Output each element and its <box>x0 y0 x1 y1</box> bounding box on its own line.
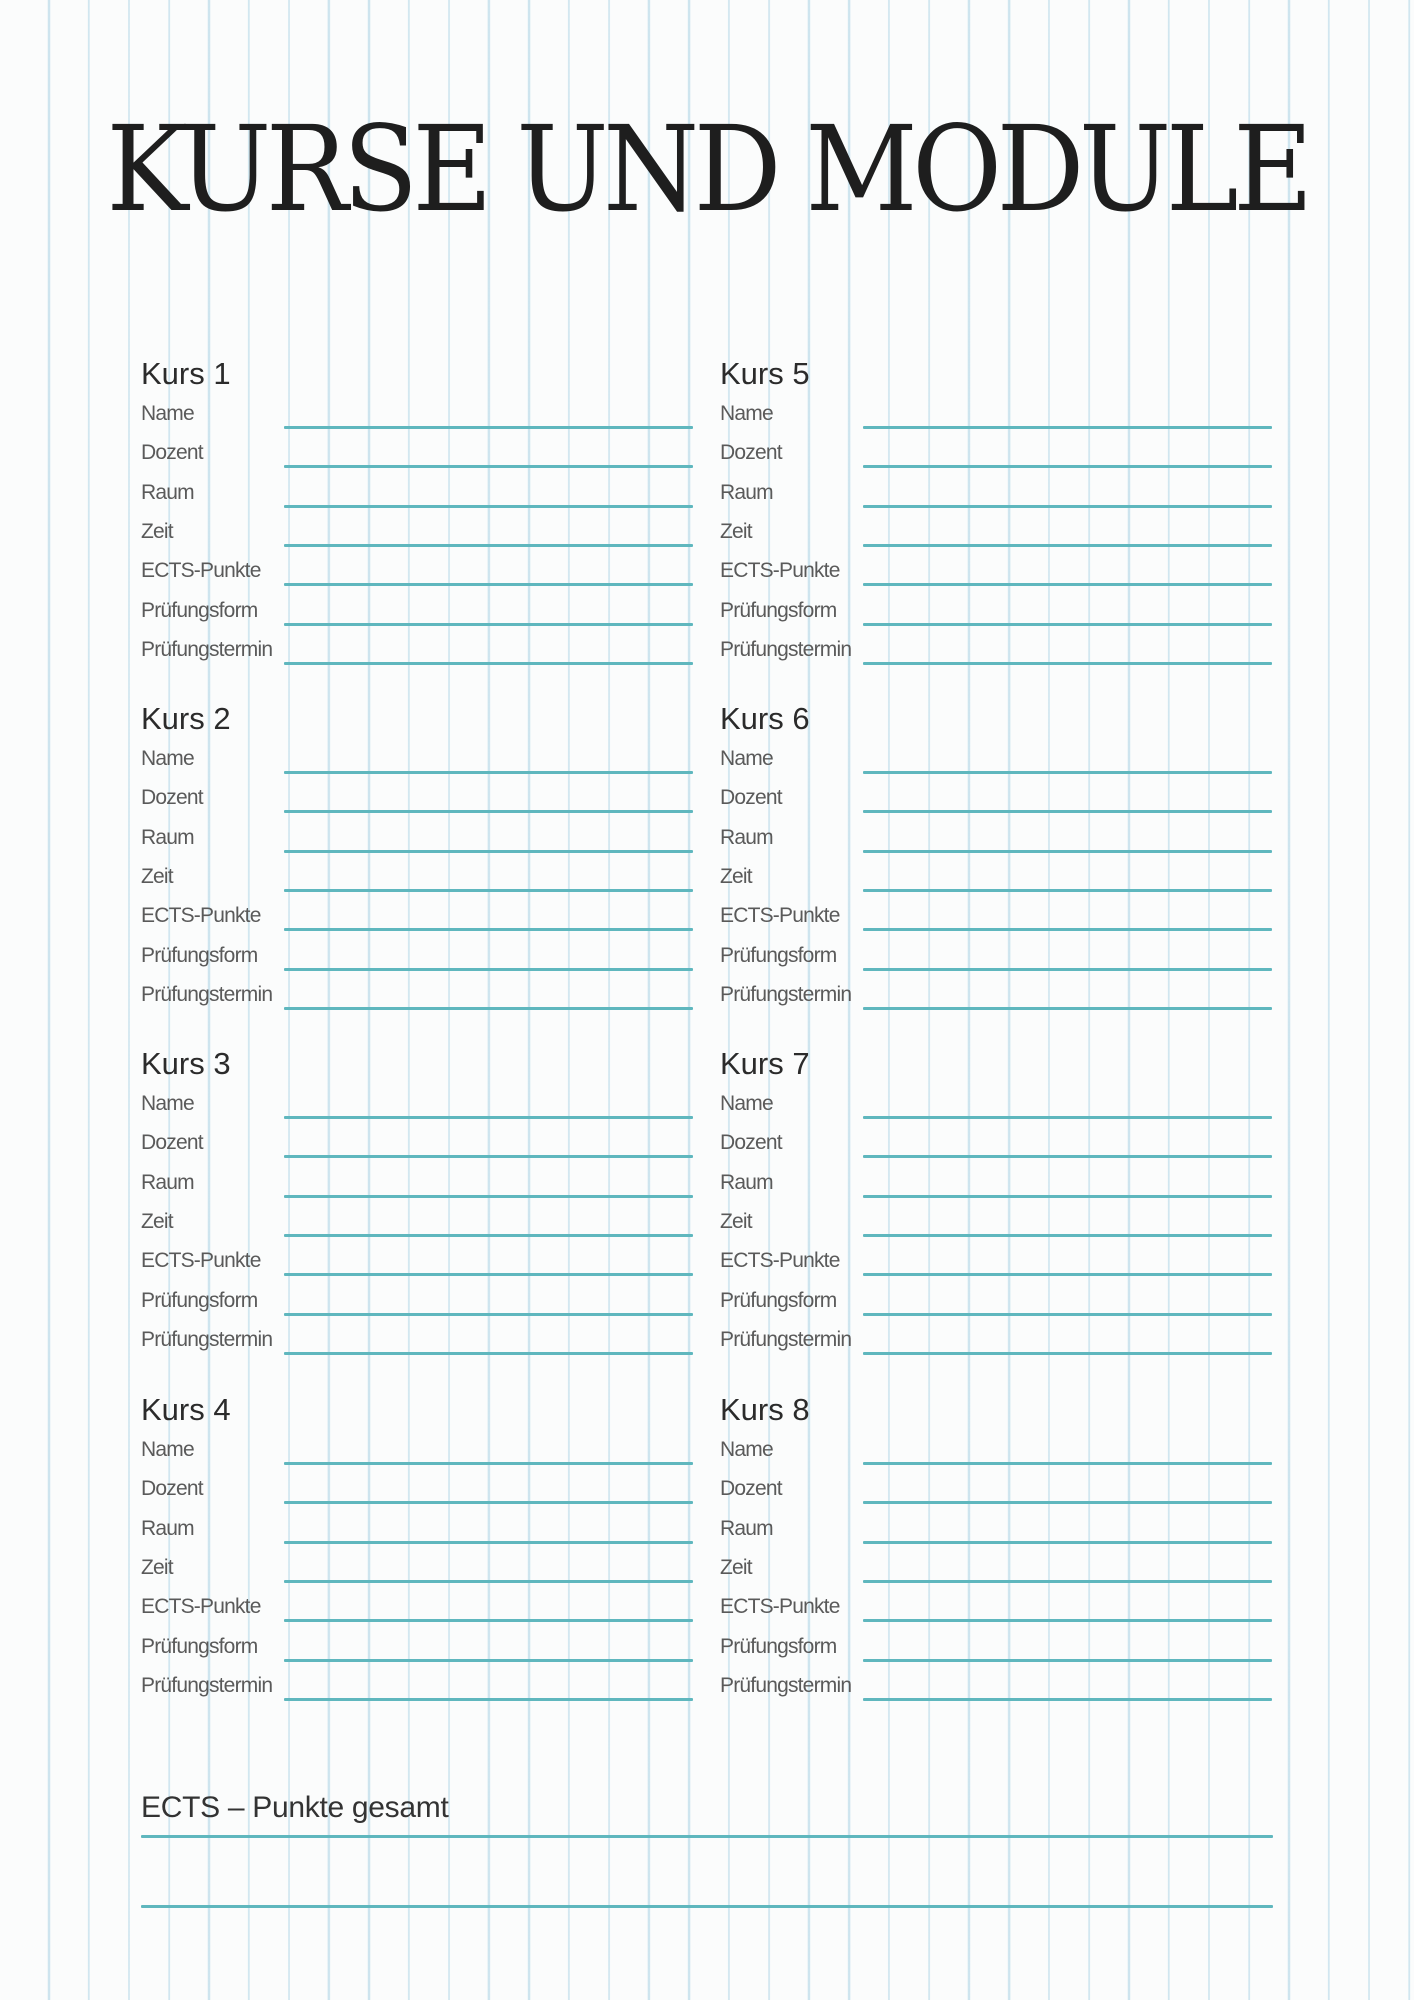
course-field-row <box>720 631 1272 670</box>
course-field-row <box>141 1431 693 1470</box>
course-heading: Kurs 3 <box>141 1046 231 1081</box>
course-field-row <box>141 552 693 591</box>
course-field-row <box>720 1321 1272 1360</box>
course-block-7 <box>720 1046 1272 1366</box>
ects-total-extra-line[interactable] <box>141 1905 1273 1908</box>
field-label: Dozent <box>141 1131 203 1155</box>
field-write-line[interactable] <box>284 583 693 586</box>
course-field-row <box>141 897 693 936</box>
ects-total-line[interactable] <box>141 1835 1273 1838</box>
field-label: ECTS-Punkte <box>720 904 840 928</box>
field-label: Raum <box>141 480 194 504</box>
field-label: Zeit <box>720 519 752 543</box>
field-label: Dozent <box>141 1477 203 1501</box>
field-label: Zeit <box>141 1209 173 1233</box>
field-write-line[interactable] <box>863 1155 1272 1158</box>
field-label: Name <box>141 1092 194 1115</box>
course-field-row <box>141 1510 693 1549</box>
field-write-line[interactable] <box>863 1501 1272 1504</box>
course-field-row <box>720 779 1272 818</box>
field-label: Dozent <box>720 441 782 465</box>
course-field-row <box>141 1588 693 1627</box>
field-label: Name <box>720 1438 773 1461</box>
course-block-3 <box>141 1046 693 1366</box>
field-label: Raum <box>720 825 773 849</box>
field-label: Prüfungsform <box>141 598 258 622</box>
field-write-line[interactable] <box>284 505 693 508</box>
course-heading: Kurs 4 <box>141 1392 231 1427</box>
course-field-row <box>141 1203 693 1242</box>
field-label: Name <box>141 402 194 425</box>
course-field-row <box>720 474 1272 513</box>
course-field-row <box>720 1203 1272 1242</box>
course-heading: Kurs 2 <box>141 701 231 736</box>
field-write-line[interactable] <box>863 1659 1272 1662</box>
course-field-row <box>141 592 693 631</box>
field-label: ECTS-Punkte <box>141 904 261 928</box>
field-label: Zeit <box>141 1555 173 1579</box>
ects-total-label: ECTS – Punkte gesamt <box>141 1791 449 1824</box>
field-write-line[interactable] <box>863 505 1272 508</box>
field-label: Raum <box>141 1170 194 1194</box>
field-write-line[interactable] <box>284 810 693 813</box>
course-field-row <box>720 740 1272 779</box>
field-label: Prüfungstermin <box>720 1327 852 1351</box>
page-title: KURSE UND MODULE <box>106 100 1308 238</box>
course-field-row <box>720 1470 1272 1509</box>
course-field-row <box>141 1549 693 1588</box>
field-write-line[interactable] <box>863 623 1272 626</box>
field-label: Zeit <box>141 519 173 543</box>
course-field-row <box>141 513 693 552</box>
field-write-line[interactable] <box>863 1580 1272 1583</box>
field-label: Raum <box>720 480 773 504</box>
field-write-line[interactable] <box>863 1007 1272 1010</box>
field-write-line[interactable] <box>863 1116 1272 1119</box>
field-label: Prüfungstermin <box>720 982 852 1006</box>
field-write-line[interactable] <box>863 850 1272 853</box>
field-label: Prüfungsform <box>141 943 258 967</box>
field-write-line[interactable] <box>863 968 1272 971</box>
course-field-row <box>141 819 693 858</box>
course-field-row <box>720 1588 1272 1627</box>
course-field-row <box>720 552 1272 591</box>
field-write-line[interactable] <box>863 583 1272 586</box>
field-label: Prüfungstermin <box>141 982 273 1006</box>
course-field-row <box>720 819 1272 858</box>
course-heading: Kurs 5 <box>720 356 810 391</box>
field-write-line[interactable] <box>284 1116 693 1119</box>
field-label: ECTS-Punkte <box>141 1249 261 1273</box>
course-field-row <box>141 937 693 976</box>
field-write-line[interactable] <box>863 662 1272 665</box>
field-write-line[interactable] <box>284 1541 693 1544</box>
field-write-line[interactable] <box>863 771 1272 774</box>
course-field-row <box>141 740 693 779</box>
course-field-row <box>141 1124 693 1163</box>
field-label: Name <box>720 402 773 425</box>
field-label: Dozent <box>720 1131 782 1155</box>
course-field-row <box>141 1628 693 1667</box>
course-field-row <box>141 1164 693 1203</box>
field-write-line[interactable] <box>863 1462 1272 1465</box>
course-field-row <box>141 1085 693 1124</box>
course-field-row <box>720 395 1272 434</box>
field-write-line[interactable] <box>863 544 1272 547</box>
field-label: ECTS-Punkte <box>141 1595 261 1619</box>
field-label: Prüfungstermin <box>141 1327 273 1351</box>
field-write-line[interactable] <box>863 426 1272 429</box>
field-write-line[interactable] <box>284 1352 693 1355</box>
course-field-row <box>141 976 693 1015</box>
course-block-4 <box>141 1392 693 1712</box>
course-heading: Kurs 8 <box>720 1392 810 1427</box>
course-field-row <box>141 779 693 818</box>
course-field-row <box>141 1282 693 1321</box>
field-write-line[interactable] <box>863 1352 1272 1355</box>
field-label: ECTS-Punkte <box>720 1595 840 1619</box>
course-heading: Kurs 7 <box>720 1046 810 1081</box>
field-write-line[interactable] <box>284 1273 693 1276</box>
course-field-row <box>141 474 693 513</box>
field-write-line[interactable] <box>863 1234 1272 1237</box>
course-field-row <box>720 1242 1272 1281</box>
field-write-line[interactable] <box>863 1273 1272 1276</box>
field-write-line[interactable] <box>284 1462 693 1465</box>
field-write-line[interactable] <box>863 1619 1272 1622</box>
field-label: Raum <box>141 1516 194 1540</box>
field-label: Prüfungsform <box>720 1288 837 1312</box>
field-write-line[interactable] <box>863 465 1272 468</box>
field-write-line[interactable] <box>284 544 693 547</box>
course-field-row <box>720 1282 1272 1321</box>
course-field-row <box>720 513 1272 552</box>
field-label: ECTS-Punkte <box>141 559 261 583</box>
course-field-row <box>141 1321 693 1360</box>
field-write-line[interactable] <box>284 1313 693 1316</box>
field-write-line[interactable] <box>863 810 1272 813</box>
field-write-line[interactable] <box>863 889 1272 892</box>
field-label: Prüfungstermin <box>720 1673 852 1697</box>
course-field-row <box>720 976 1272 1015</box>
field-write-line[interactable] <box>284 1698 693 1701</box>
course-field-row <box>720 1431 1272 1470</box>
field-label: Zeit <box>720 1209 752 1233</box>
field-label: Prüfungsform <box>720 943 837 967</box>
field-label: Dozent <box>141 786 203 810</box>
course-block-6 <box>720 701 1272 1021</box>
field-label: Prüfungsform <box>720 598 837 622</box>
course-field-row <box>141 1242 693 1281</box>
course-field-row <box>720 1549 1272 1588</box>
field-label: Prüfungsform <box>141 1634 258 1658</box>
course-field-row <box>720 1510 1272 1549</box>
field-write-line[interactable] <box>284 1155 693 1158</box>
field-write-line[interactable] <box>284 968 693 971</box>
field-label: Zeit <box>720 1555 752 1579</box>
field-write-line[interactable] <box>284 1234 693 1237</box>
field-label: Zeit <box>720 864 752 888</box>
field-write-line[interactable] <box>863 928 1272 931</box>
course-heading: Kurs 1 <box>141 356 231 391</box>
course-field-row <box>720 937 1272 976</box>
field-label: Name <box>720 747 773 770</box>
field-label: Name <box>141 747 194 770</box>
field-label: Prüfungsform <box>141 1288 258 1312</box>
course-field-row <box>720 1124 1272 1163</box>
course-field-row <box>141 858 693 897</box>
field-label: Prüfungstermin <box>141 1673 273 1697</box>
field-write-line[interactable] <box>284 1659 693 1662</box>
course-field-row <box>720 434 1272 473</box>
field-label: Raum <box>720 1516 773 1540</box>
course-block-8 <box>720 1392 1272 1712</box>
field-write-line[interactable] <box>863 1541 1272 1544</box>
field-write-line[interactable] <box>284 1619 693 1622</box>
field-write-line[interactable] <box>284 928 693 931</box>
field-label: Raum <box>141 825 194 849</box>
course-field-row <box>720 1085 1272 1124</box>
field-write-line[interactable] <box>284 1195 693 1198</box>
course-field-row <box>141 434 693 473</box>
field-label: Dozent <box>720 786 782 810</box>
field-label: Raum <box>720 1170 773 1194</box>
course-field-row <box>720 858 1272 897</box>
field-write-line[interactable] <box>284 889 693 892</box>
field-label: Dozent <box>141 441 203 465</box>
field-label: Name <box>720 1092 773 1115</box>
field-write-line[interactable] <box>863 1195 1272 1198</box>
course-field-row <box>720 897 1272 936</box>
field-write-line[interactable] <box>284 1580 693 1583</box>
course-field-row <box>141 1667 693 1706</box>
field-label: Prüfungstermin <box>141 637 273 661</box>
field-write-line[interactable] <box>863 1698 1272 1701</box>
ects-total-section <box>141 1785 1273 1915</box>
course-block-5 <box>720 356 1272 676</box>
field-write-line[interactable] <box>284 771 693 774</box>
course-field-row <box>720 1164 1272 1203</box>
field-write-line[interactable] <box>284 1007 693 1010</box>
course-heading: Kurs 6 <box>720 701 810 736</box>
field-label: ECTS-Punkte <box>720 559 840 583</box>
field-write-line[interactable] <box>284 465 693 468</box>
field-label: Prüfungsform <box>720 1634 837 1658</box>
course-block-1 <box>141 356 693 676</box>
field-write-line[interactable] <box>284 850 693 853</box>
course-field-row <box>720 592 1272 631</box>
course-field-row <box>720 1628 1272 1667</box>
course-field-row <box>141 395 693 434</box>
course-field-row <box>141 631 693 670</box>
course-field-row <box>720 1667 1272 1706</box>
field-label: ECTS-Punkte <box>720 1249 840 1273</box>
field-write-line[interactable] <box>284 426 693 429</box>
field-write-line[interactable] <box>284 1501 693 1504</box>
field-label: Prüfungstermin <box>720 637 852 661</box>
course-field-row <box>141 1470 693 1509</box>
field-label: Dozent <box>720 1477 782 1501</box>
course-block-2 <box>141 701 693 1021</box>
field-label: Name <box>141 1438 194 1461</box>
field-write-line[interactable] <box>284 623 693 626</box>
field-label: Zeit <box>141 864 173 888</box>
field-write-line[interactable] <box>284 662 693 665</box>
field-write-line[interactable] <box>863 1313 1272 1316</box>
